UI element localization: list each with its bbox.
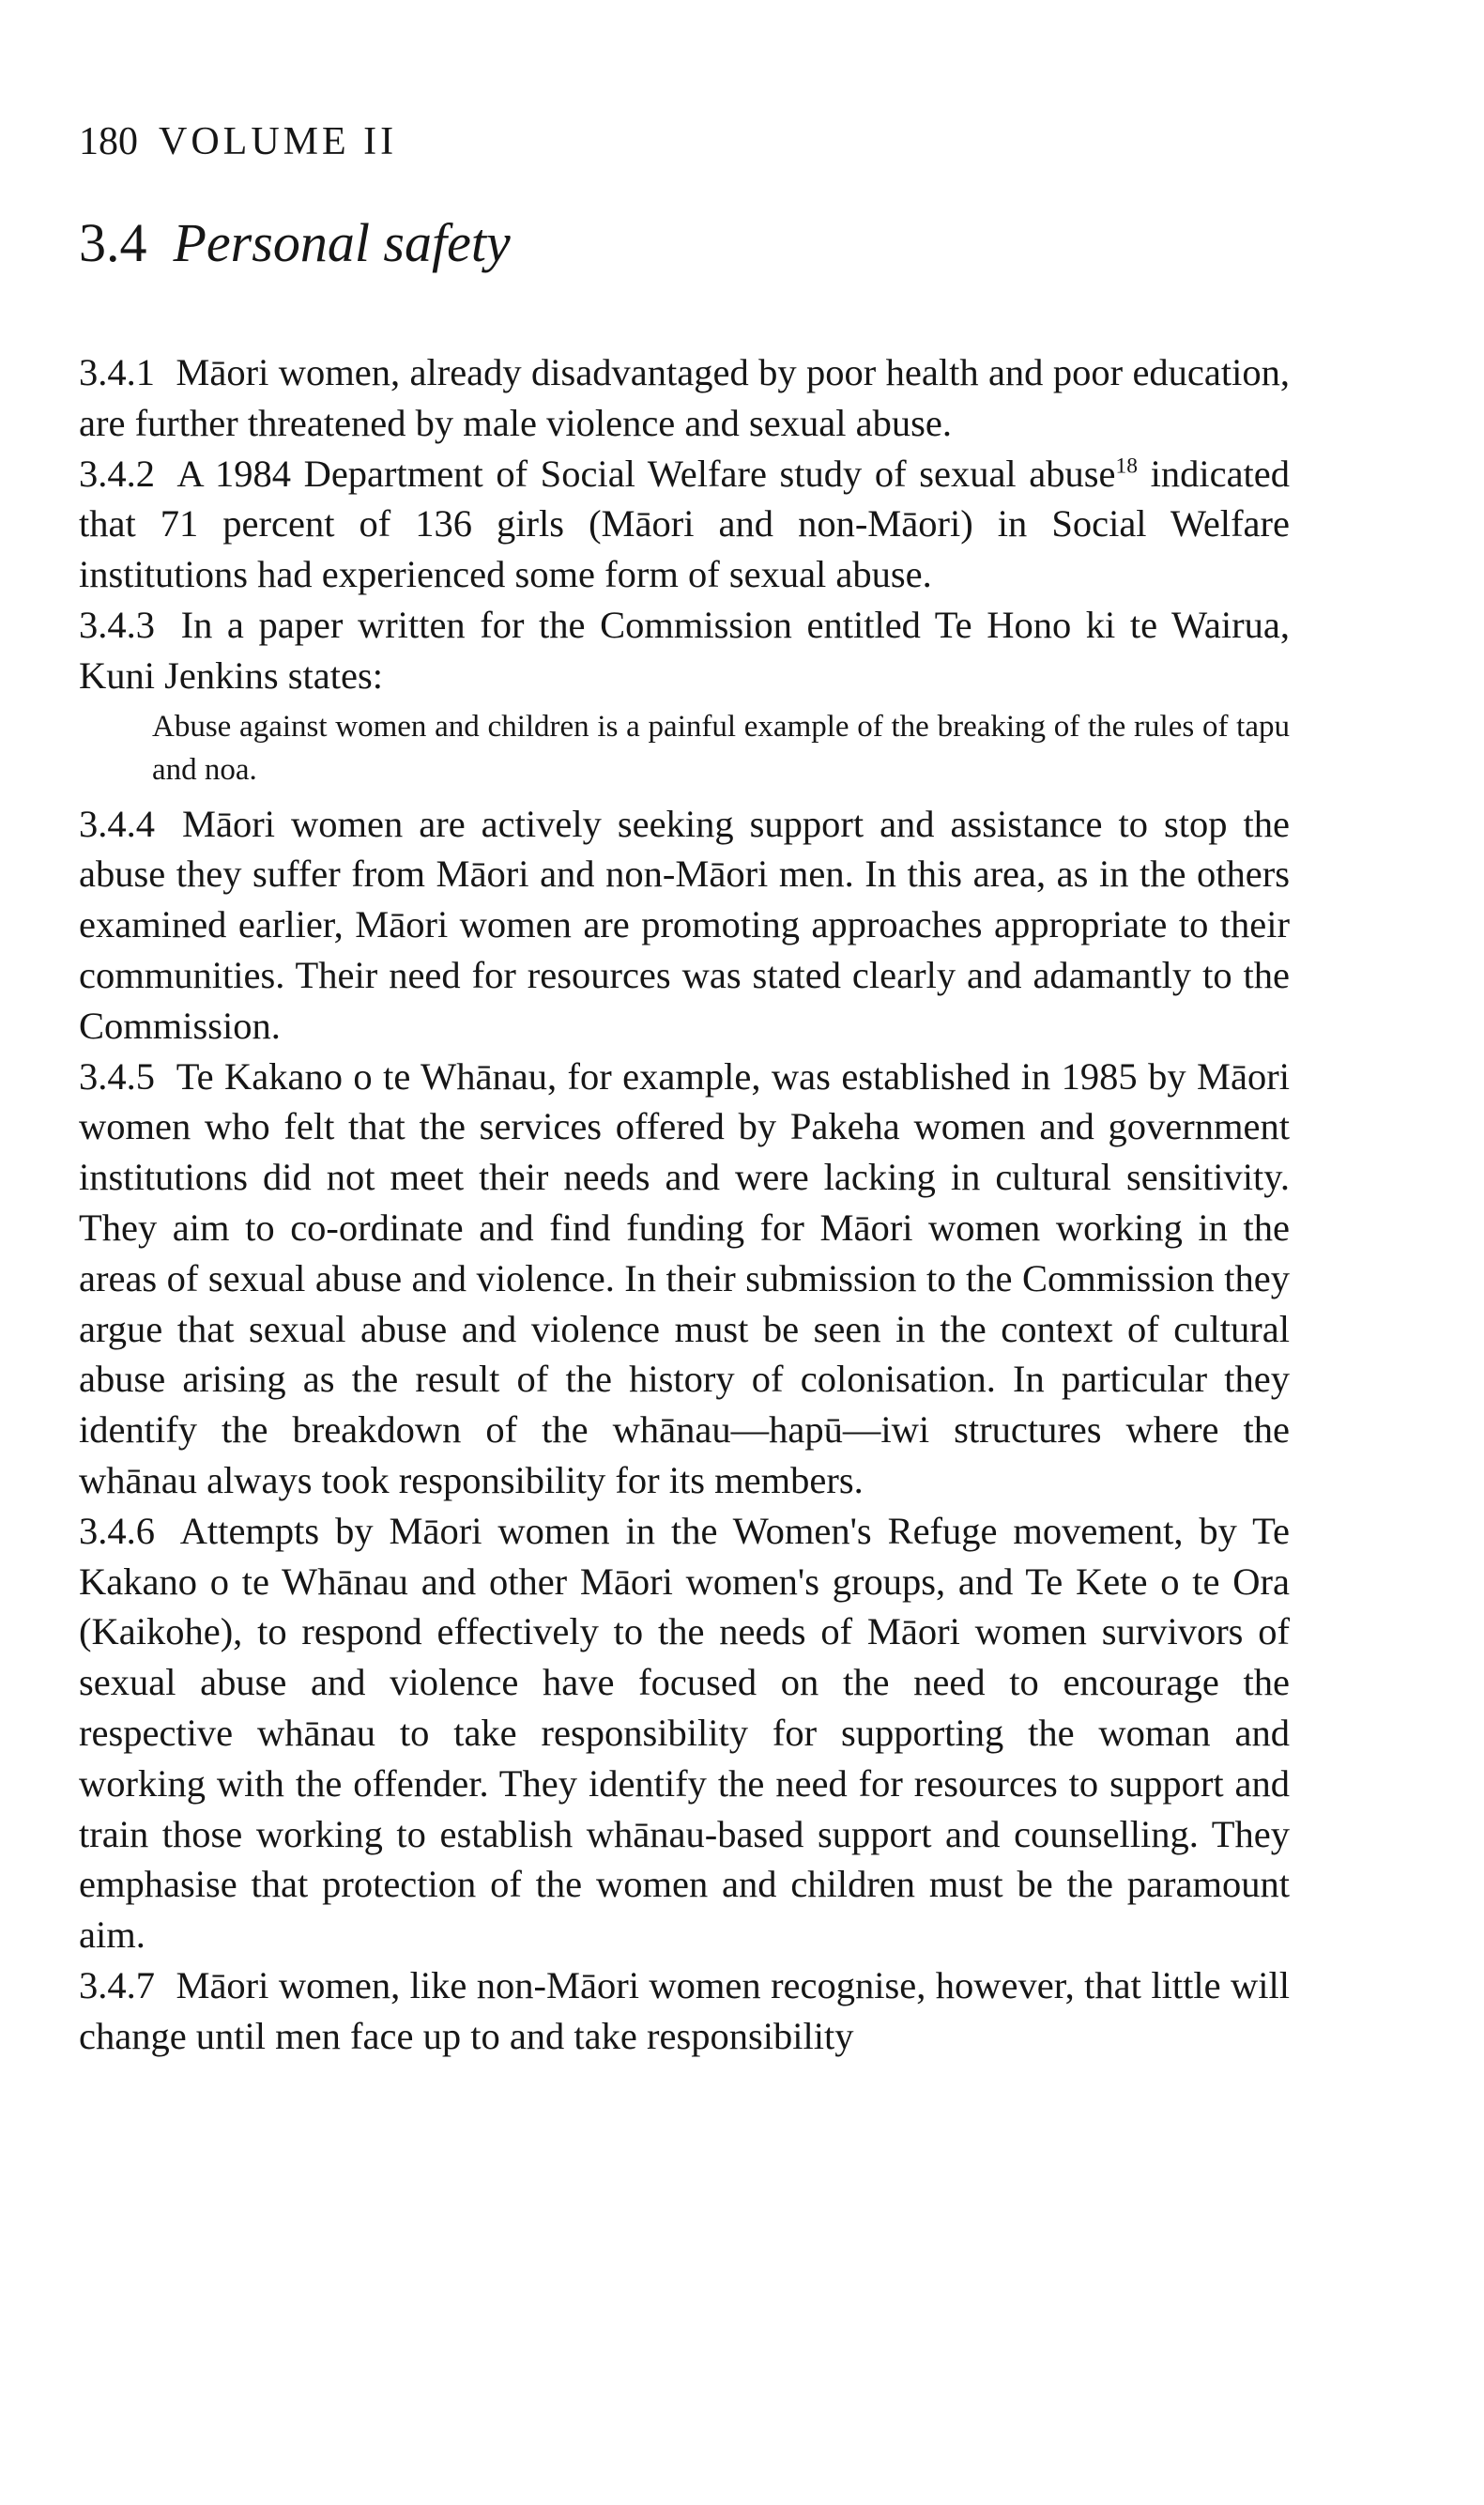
paragraph-3-4-7 (79, 1960, 1290, 2062)
page-number: 180 (79, 120, 138, 163)
paragraph-number: 3.4.2 (79, 452, 155, 495)
paragraph-number: 3.4.6 (79, 1509, 155, 1552)
paragraph-text: Te Kakano o te Whānau, for example, was established in 1985 by Māori women who felt that the services offered by Pakeha women and government institutions did not meet their needs and were lacking in cultural sensitivity. They aim to co-ordinate and find funding for Māori women working in the areas of sexual abuse and violence. In their submission to the Commission they argue that sexual abuse and violence must be seen in the context of cultural abuse arising as the result of the history of colonisation. In particular they identify the breakdown of the whānau—hapū—iwi structures where the whānau always took responsibility for its members. (79, 1054, 1290, 1501)
paragraph-text: Māori women, like non-Māori women recognise, however, that little will change until men face up to and take responsibility (79, 1963, 1290, 2057)
paragraph-text-continued: indicated that 71 percent of 136 girls (Māori and non-Māori) in Social Welfare institutions had experienced some form of sexual abuse. (79, 452, 1291, 596)
section-heading (79, 212, 1290, 273)
paragraph-text: In a paper written for the Commission entitled Te Hono ki te Wairua, Kuni Jenkins states: (79, 603, 1290, 697)
paragraph-3-4-4 (79, 799, 1290, 1052)
paragraph-number: 3.4.1 (79, 351, 155, 393)
paragraph-3-4-5 (79, 1052, 1290, 1506)
paragraph-number: 3.4.5 (79, 1054, 155, 1098)
paragraph-3-4-3 (79, 600, 1290, 701)
paragraph-number: 3.4.3 (79, 603, 155, 646)
volume-label: VOLUME II (159, 120, 398, 163)
document-page (79, 122, 1290, 2062)
paragraph-text: Attempts by Māori women in the Women's Refuge movement, by Te Kakano o te Whānau and other Māori women's groups, and Te Kete o te Ora (Kaikohe), to respond effectively to the needs of Māori women survivors of sexual abuse and violence have focused on the need to encourage the respective whānau to take responsibility for supporting the woman and working with the offender. They identify the need for resources to support and train those working to establish whānau-based support and counselling. They emphasise that protection of the women and children must be the paramount aim. (79, 1509, 1291, 1957)
footnote-reference: 18 (1115, 453, 1138, 479)
paragraph-number: 3.4.7 (79, 1963, 155, 2006)
section-title: Personal safety (173, 212, 511, 273)
block-quote: Abuse against women and children is a painful example of the breaking of the rules of tapu and noa. (152, 709, 1290, 787)
paragraph-3-4-2 (79, 449, 1290, 600)
paragraph-text: A 1984 Department of Social Welfare study of sexual abuse (176, 452, 1116, 495)
running-head (79, 122, 1290, 161)
paragraph-number: 3.4.4 (79, 802, 155, 845)
paragraph-3-4-6 (79, 1506, 1290, 1960)
paragraph-text: Māori women are actively seeking support and assistance to stop the abuse they suffer from Māori and non-Māori men. In this area, as in the others examined earlier, Māori women are promoting approaches appropriate to their communities. Their need for resources was stated clearly and adamantly to the Commission. (79, 802, 1291, 1047)
paragraph-3-4-1 (79, 347, 1290, 449)
section-number: 3.4 (79, 212, 147, 273)
paragraph-text: Māori women, already disadvantaged by poor health and poor education, are further threatened by male violence and sexual abuse. (79, 351, 1291, 444)
